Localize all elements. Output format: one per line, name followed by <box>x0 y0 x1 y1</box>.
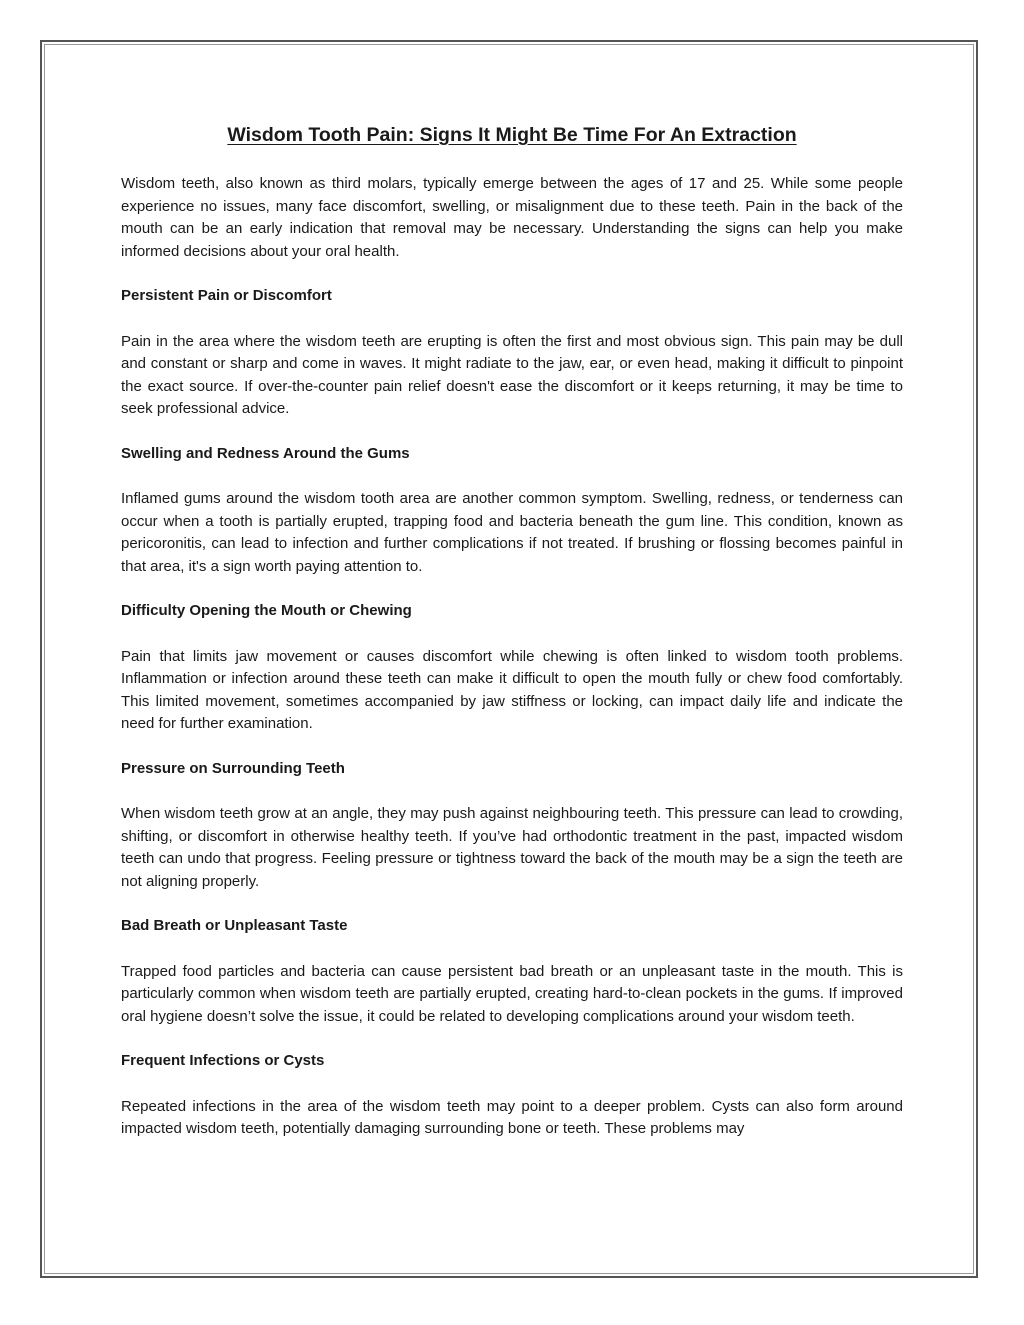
section-heading-persistent-pain: Persistent Pain or Discomfort <box>121 287 332 304</box>
document-title: Wisdom Tooth Pain: Signs It Might Be Time For An Extraction <box>227 124 797 146</box>
section-heading-infections: Frequent Infections or Cysts <box>121 1052 325 1069</box>
intro-paragraph: Wisdom teeth, also known as third molars, typically emerge between the ages of 17 and 25. While some people experience no issues, many face discomfort, swelling, or misalignment due to these teeth. Pain in the back of the mouth can be an early indication that removal may be necessary. Understanding the signs can help you make informed decisions about your oral health. <box>121 175 903 260</box>
section-body-infections: Repeated infections in the area of the wisdom teeth may point to a deeper problem. Cysts can also form around impacted wisdom teeth, potentially damaging surrounding bone or teeth. These problems may <box>121 1097 903 1137</box>
section-heading-swelling: Swelling and Redness Around the Gums <box>121 444 410 462</box>
section-heading-pressure: Pressure on Surrounding Teeth <box>121 759 345 777</box>
section-body-difficulty-opening: Pain that limits jaw movement or causes discomfort while chewing is often linked to wisdom tooth problems. Inflammation or infection around these teeth can make it difficult to open the mouth fully or chew food comfortably. This limited movement, sometimes accompanied by jaw stiffness or locking, can impact daily life and indicate the need for further examination. <box>121 647 903 732</box>
section-heading-bad-breath: Bad Breath or Unpleasant Taste <box>121 917 348 934</box>
section-body-pressure: When wisdom teeth grow at an angle, they may push against neighbouring teeth. This pressure can lead to crowding, shifting, or discomfort in otherwise healthy teeth. If you’ve had orthodontic treatment in the past, impacted wisdom teeth can undo that progress. Feeling pressure or tightness toward the back of the mouth may be a sign the teeth are not aligning properly. <box>121 805 903 890</box>
document-body <box>121 173 903 1163</box>
section-heading-difficulty-opening: Difficulty Opening the Mouth or Chewing <box>121 602 412 619</box>
section-body-persistent-pain: Pain in the area where the wisdom teeth are erupting is often the first and most obvious sign. This pain may be dull and constant or sharp and come in waves. It might radiate to the jaw, ear, or even head, making it difficult to pinpoint the exact source. If over-the-counter pain relief doesn't ease the discomfort or it keeps returning, it may be time to seek professional advice. <box>121 332 903 417</box>
section-body-swelling: Inflamed gums around the wisdom tooth area are another common symptom. Swelling, redness, or tenderness can occur when a tooth is partially erupted, trapping food and bacteria beneath the gum line. This condition, known as pericoronitis, can lead to infection and further complications if not treated. If brushing or flossing becomes painful in that area, it's a sign worth paying attention to. <box>121 490 903 575</box>
section-body-bad-breath: Trapped food particles and bacteria can cause persistent bad breath or an unpleasant taste in the mouth. This is particularly common when wisdom teeth are partially erupted, creating hard-to-clean pockets in the gums. If improved oral hygiene doesn’t solve the issue, it could be related to developing complications around your wisdom teeth. <box>121 962 903 1025</box>
